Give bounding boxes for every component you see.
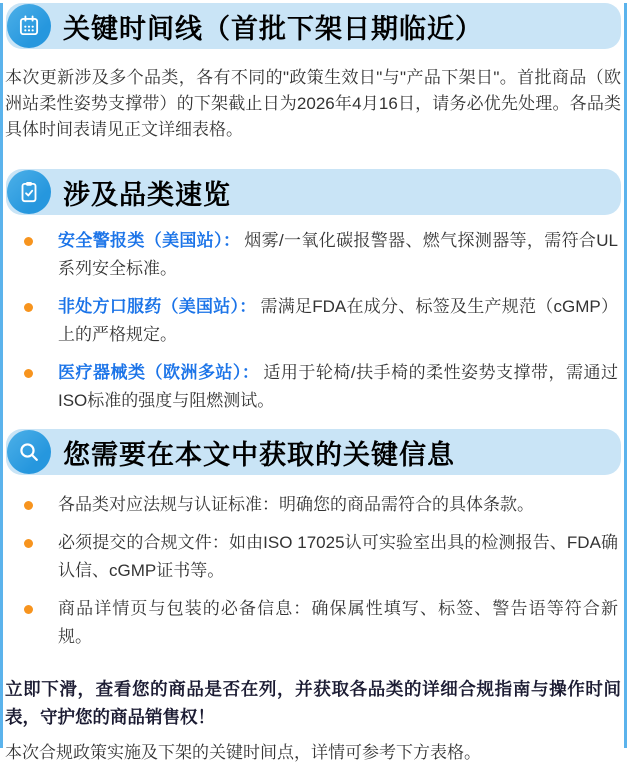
section-header-categories xyxy=(6,169,621,215)
section-header-keyinfo xyxy=(6,429,621,475)
bullet-icon xyxy=(24,237,33,246)
announcement-page xyxy=(0,3,627,762)
bullet-icon xyxy=(24,605,33,614)
category-list xyxy=(3,227,624,415)
clipboard-check-icon xyxy=(7,170,51,214)
list-item xyxy=(3,227,618,283)
section-header-timeline xyxy=(6,3,621,49)
list-item xyxy=(3,529,618,585)
search-icon xyxy=(7,430,51,474)
category-desc: 适用于轮椅/扶手椅的柔性姿势支撑带，需通过ISO标准的强度与阻燃测试。 xyxy=(58,363,618,410)
intro-paragraph: 本次更新涉及多个品类，各有不同的"政策生效日"与"产品下架日"。首批商品（欧洲站柔性姿势支撑带）的下架截止日为2026年4月16日，请务必优先处理。各品类具体时间表请见正文详细表格。 xyxy=(5,68,621,139)
list-item xyxy=(3,491,618,519)
category-label: 非处方口服药（美国站）： xyxy=(58,297,257,316)
bullet-icon xyxy=(24,303,33,312)
cta-paragraph: 立即下滑，查看您的商品是否在列，并获取各品类的详细合规指南与操作时间表，守护您的商品销售权！ xyxy=(5,679,621,727)
keyinfo-text: 必须提交的合规文件：如由ISO 17025认可实验室出具的检测报告、FDA确认信、cGMP证书等。 xyxy=(58,533,618,580)
calendar-icon xyxy=(7,4,51,48)
keyinfo-text: 商品详情页与包装的必备信息：确保属性填写、标签、警告语等符合新规。 xyxy=(58,599,618,646)
section-title-categories: 涉及品类速览 xyxy=(63,179,231,210)
section-title-keyinfo: 您需要在本文中获取的关键信息 xyxy=(63,439,455,470)
outro-paragraph: 本次合规政策实施及下架的关键时间点，详情可参考下方表格。 xyxy=(5,743,481,762)
category-label: 安全警报类（美国站）： xyxy=(58,231,241,250)
section-title-timeline: 关键时间线（首批下架日期临近） xyxy=(63,13,483,44)
bullet-icon xyxy=(24,369,33,378)
list-item xyxy=(3,359,618,415)
bullet-icon xyxy=(24,501,33,510)
keyinfo-list xyxy=(3,491,624,651)
keyinfo-text: 各品类对应法规与认证标准：明确您的商品需符合的具体条款。 xyxy=(58,495,534,514)
category-label: 医疗器械类（欧洲多站）： xyxy=(58,363,260,382)
category-desc: 需满足FDA在成分、标签及生产规范（cGMP）上的严格规定。 xyxy=(58,297,618,344)
list-item xyxy=(3,293,618,349)
bullet-icon xyxy=(24,539,33,548)
category-desc: 烟雾/一氧化碳报警器、燃气探测器等，需符合UL系列安全标准。 xyxy=(58,231,618,278)
list-item xyxy=(3,595,618,651)
